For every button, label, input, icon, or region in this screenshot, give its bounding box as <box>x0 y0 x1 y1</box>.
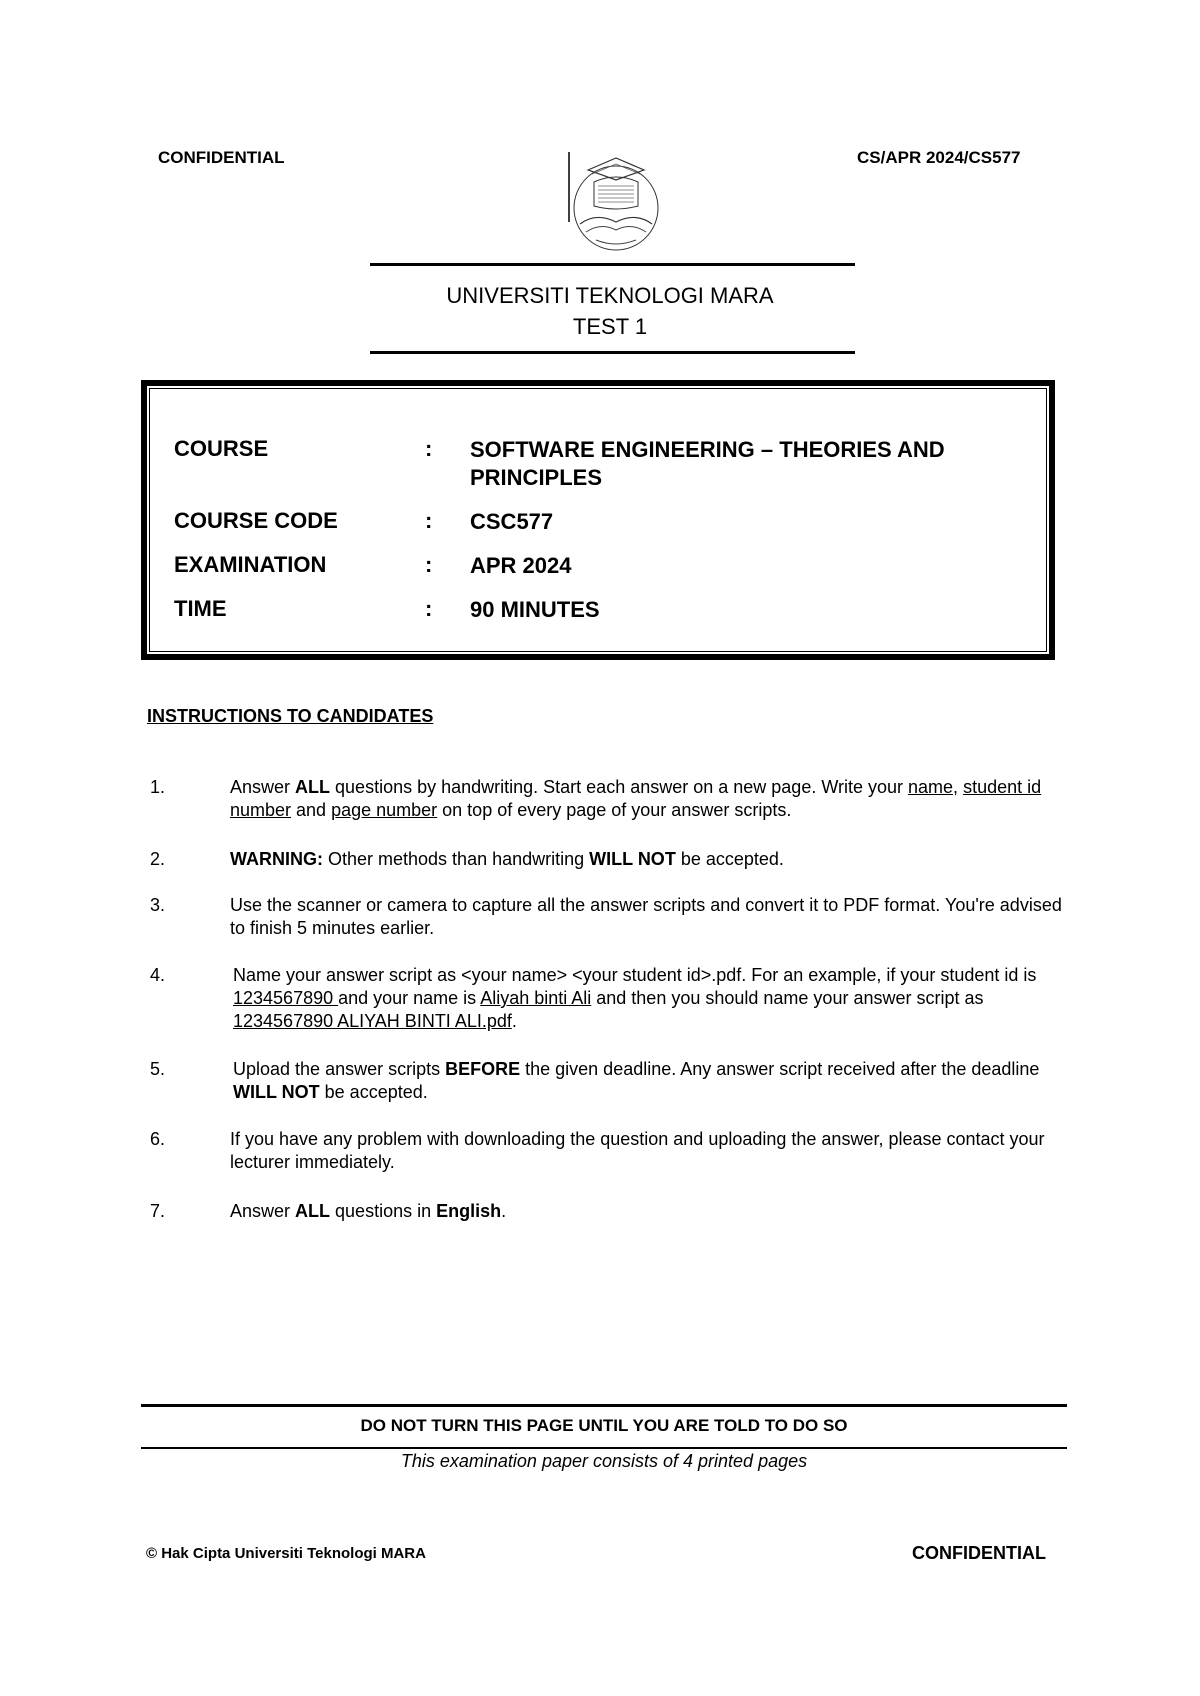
header-confidential: CONFIDENTIAL <box>158 148 285 167</box>
title-top-rule <box>370 263 855 266</box>
course-code-label: COURSE CODE <box>174 508 338 533</box>
university-name: UNIVERSITI TEKNOLOGI MARA <box>446 283 774 308</box>
instruction-number: 5. <box>150 1059 166 1079</box>
copyright-text: © Hak Cipta Universiti Teknologi MARA <box>146 1545 426 1562</box>
notice-bottom-rule <box>141 1447 1067 1449</box>
uitm-crest-icon <box>566 150 666 256</box>
course-code-value: CSC577 <box>470 509 554 534</box>
course-separator: : <box>425 436 433 461</box>
course-info-box <box>141 380 1055 660</box>
course-label: COURSE <box>174 436 269 461</box>
time-value: 90 MINUTES <box>470 597 600 622</box>
instruction-number: 1. <box>150 777 166 797</box>
instruction-number: 7. <box>150 1201 166 1221</box>
time-separator: : <box>425 596 433 621</box>
instruction-number: 4. <box>150 965 166 985</box>
instruction-text: Upload the answer scripts BEFORE the given deadline. Any answer script received after the deadline WILL NOT be accepted. <box>233 1059 1040 1102</box>
instruction-text: Use the scanner or camera to capture all the answer scripts and convert it to PDF format. You're advised to finish 5 minutes earlier. <box>230 895 1062 938</box>
instruction-text: Name your answer script as <your name> <your student id>.pdf. For an example, if your student id is 1234567890 and your name is Aliyah binti Ali and then you should name your answer script as 1234567890 ALIYAH BINTI ALI.pdf. <box>233 965 1037 1031</box>
notice-top-rule <box>141 1404 1067 1407</box>
instruction-text: If you have any problem with downloading the question and uploading the answer, please contact your lecturer immediately. <box>230 1129 1045 1172</box>
test-title: TEST 1 <box>572 314 648 339</box>
examination-value: APR 2024 <box>470 553 572 578</box>
examination-separator: : <box>425 552 433 577</box>
title-bottom-rule <box>370 351 855 354</box>
course-value: SOFTWARE ENGINEERING – THEORIES AND PRINCIPLES <box>470 437 945 490</box>
instruction-number: 2. <box>150 849 166 869</box>
instruction-number: 3. <box>150 895 166 915</box>
instruction-text: Answer ALL questions by handwriting. Start each answer on a new page. Write your name, student id number and page number on top of every page of your answer scripts. <box>230 777 1042 820</box>
page-count-note: This examination paper consists of 4 printed pages <box>400 1451 808 1471</box>
do-not-turn-notice: DO NOT TURN THIS PAGE UNTIL YOU ARE TOLD TO DO SO <box>360 1416 848 1435</box>
instruction-number: 6. <box>150 1129 166 1149</box>
header-paper-code: CS/APR 2024/CS577 <box>857 148 1021 167</box>
instruction-text: WARNING: Other methods than handwriting WILL NOT be accepted. <box>230 849 784 869</box>
instruction-text: Answer ALL questions in English. <box>230 1201 507 1221</box>
course-code-separator: : <box>425 508 433 533</box>
time-label: TIME <box>174 596 227 621</box>
footer-confidential: CONFIDENTIAL <box>912 1543 1046 1563</box>
examination-label: EXAMINATION <box>174 552 327 577</box>
instructions-heading: INSTRUCTIONS TO CANDIDATES <box>147 706 434 726</box>
